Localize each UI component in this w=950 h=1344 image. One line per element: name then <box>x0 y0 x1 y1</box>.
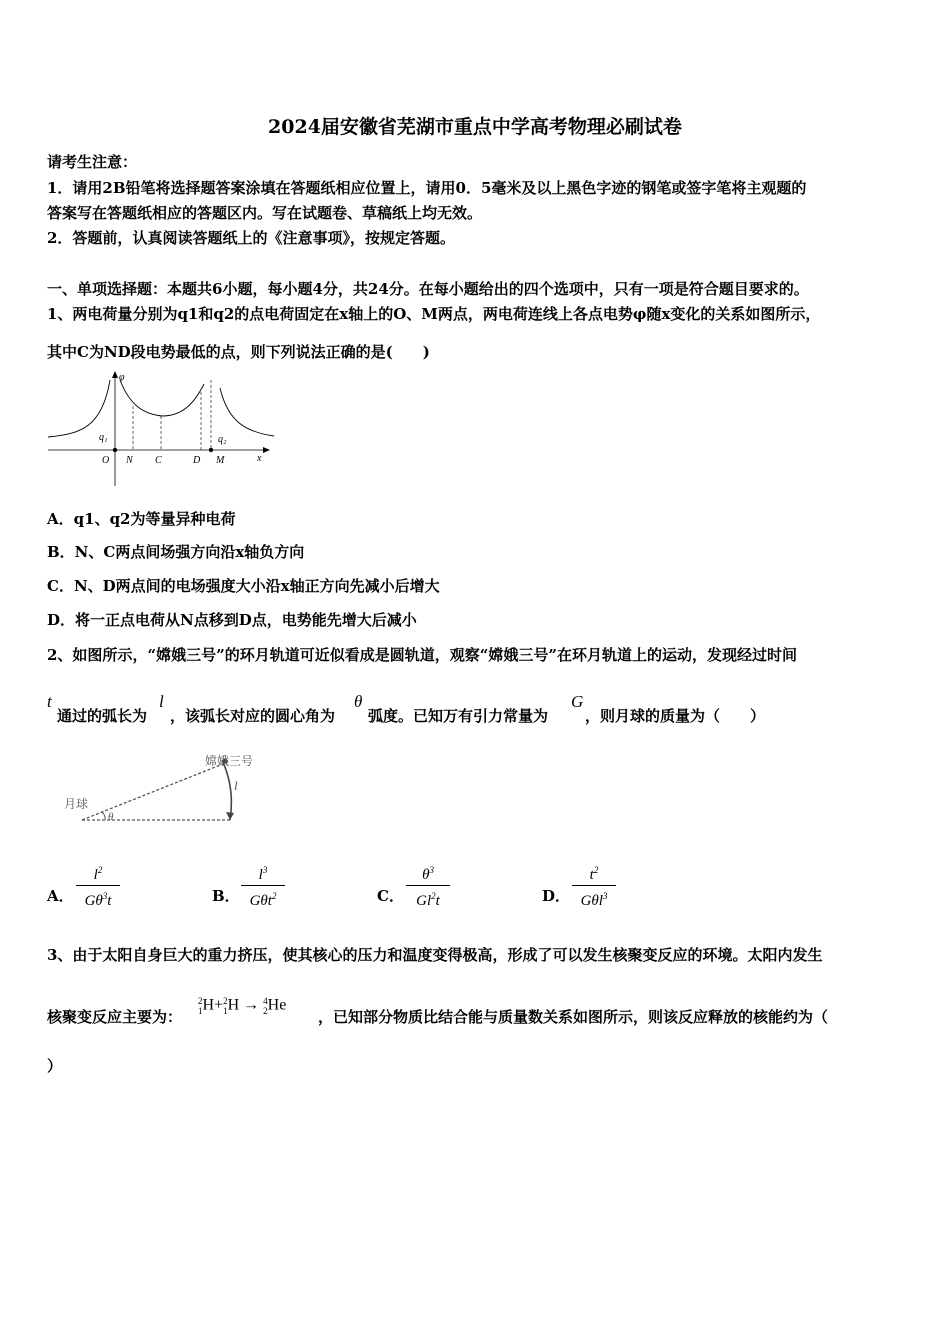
phi-label: φ <box>119 372 125 383</box>
q2-var-l: l <box>159 692 164 711</box>
q2-stem-part-1: 通过的弧长为 <box>57 707 148 725</box>
q1-option-a[interactable]: A．q1、q2为等量异种电荷 <box>47 510 236 528</box>
section-heading: 一、单项选择题：本题共6小题，每小题4分，共24分。在每小题给出的四个选项中，只有一项是符合题目要求的。 <box>47 280 809 298</box>
q2-orbit-figure <box>60 748 280 832</box>
q1-stem-line-2: 其中C为ND段电势最低的点，则下列说法正确的是( ) <box>47 343 430 361</box>
angle-theta-label: θ <box>108 811 114 823</box>
q2-option-a[interactable]: A． <box>47 887 74 905</box>
o-label: O <box>102 455 110 466</box>
q1-option-d[interactable]: D．将一正点电荷从N点移到D点，电势能先增大后减小 <box>47 611 417 629</box>
right-curve <box>220 388 274 436</box>
q2-stem-part-4: ，则月球的质量为（ ） <box>585 707 766 725</box>
arc-l-label: l <box>234 778 238 793</box>
orbit-arc <box>222 760 231 820</box>
q2-stem-part-3: 弧度。已知万有引力常量为 <box>368 707 549 725</box>
radius-to-craft <box>82 762 228 820</box>
q2-option-b-formula: $l^3$ Gθt$^2$ <box>241 861 285 910</box>
x-label: x <box>257 453 262 464</box>
middle-curve <box>120 380 204 416</box>
q3-stem-line-1: 3、由于太阳自身巨大的重力挤压，使其核心的压力和温度变得极高，形成了可以发生核聚变反应的环境。太阳内发生 <box>47 946 823 964</box>
q1-option-c[interactable]: C．N、D两点间的电场强度大小沿x轴正方向先减小后增大 <box>47 577 440 595</box>
q3-fusion-equation: 2 1H+2 1H → 4 2He <box>198 996 287 1016</box>
q2-var-t: t <box>47 692 52 711</box>
arrow-icon: → <box>243 996 260 1014</box>
q2-var-theta: θ <box>354 692 363 711</box>
q3-stem-line-2a: 核聚变反应主要为： <box>47 1008 183 1026</box>
notice-line-3: 2．答题前，认真阅读答题纸上的《注意事项》，按规定答题。 <box>47 229 455 247</box>
q1-potential-figure <box>44 366 284 492</box>
q1-stem-line-1: 1、两电荷量分别为q1和q2的点电荷固定在x轴上的O、M两点，两电荷连线上各点电势φ随x变化的关系如图所示， <box>47 305 821 323</box>
q2-stem-line-1: 2、如图所示，“嫦娥三号”的环月轨道可近似看成是圆轨道，观察“嫦娥三号”在环月轨道上的运动，发现经过时间 <box>47 646 797 664</box>
c-label: C <box>155 455 162 466</box>
d-label: D <box>193 455 201 466</box>
q2-option-d[interactable]: D． <box>542 887 571 905</box>
q3-stem-line-3: ） <box>47 1057 63 1075</box>
q1-option-b[interactable]: B．N、C两点间场强方向沿x轴负方向 <box>47 543 305 561</box>
q3-stem-line-2b: ，已知部分物质比结合能与质量数关系如图所示，则该反应释放的核能约为（ <box>318 1008 829 1026</box>
notice-line-1: 1．请用2B铅笔将选择题答案涂填在答题纸相应位置上，请用0．5毫米及以上黑色字迹的钢笔或签字笔将主观题的 <box>47 179 807 197</box>
q2-option-c-formula: $\theta^3$ Gl$^2$t <box>406 861 450 910</box>
q2-option-a-formula: $l^2$ $G\theta^3t$ <box>76 861 120 910</box>
q2-option-c[interactable]: C． <box>377 887 404 905</box>
craft-label: 嫦娥三号 <box>205 754 254 768</box>
m-label: M <box>216 455 225 466</box>
q2-option-b[interactable]: B． <box>212 887 240 905</box>
n-label: N <box>126 455 133 466</box>
q2-stem-part-2: ，该弧长对应的圆心角为 <box>170 707 336 725</box>
q2-var-g: G <box>571 692 584 711</box>
moon-label: 月球 <box>64 797 89 811</box>
q2-label: q₂ <box>218 434 227 445</box>
q2-option-d-formula: $t^2$ Gθl$^3$ <box>572 861 616 910</box>
notice-line-2: 答案写在答题纸相应的答题区内。写在试题卷、草稿纸上均无效。 <box>47 204 483 222</box>
left-curve <box>48 380 110 437</box>
q1-label: q₁ <box>99 432 108 443</box>
page-title: 2024届安徽省芜湖市重点中学高考物理必刷试卷 <box>268 116 682 138</box>
notice-heading: 请考生注意： <box>47 153 138 171</box>
